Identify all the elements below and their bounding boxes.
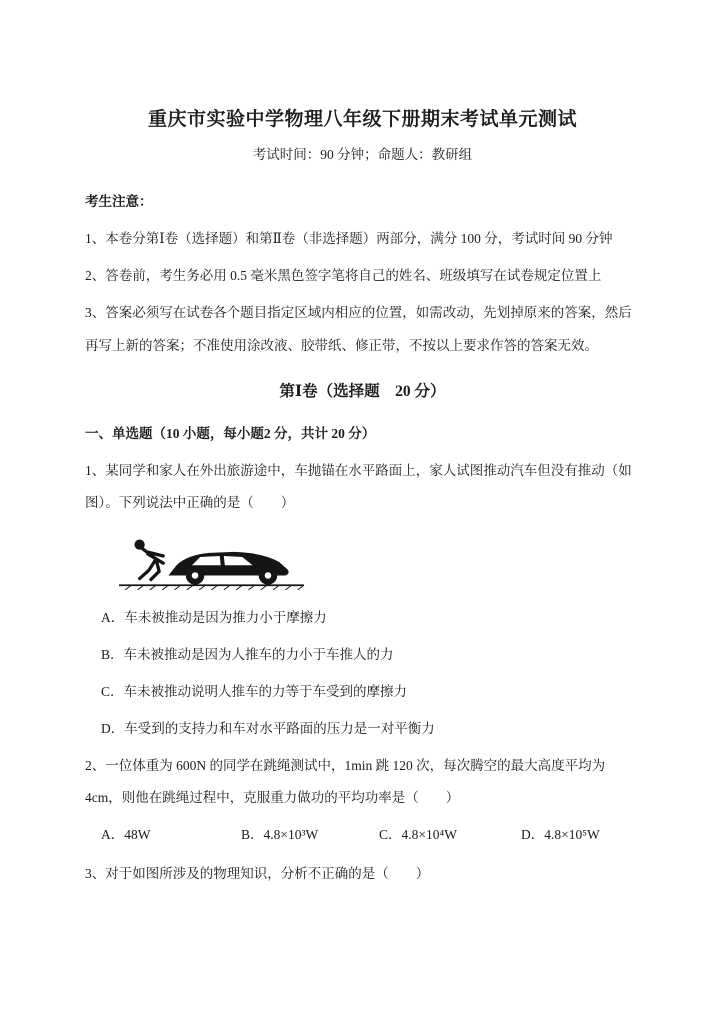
question-1-stem: 1、某同学和家人在外出旅游途中，车抛锚在水平路面上，家人试图推动汽车但没有推动（如图）。下列说法中正确的是（ ） [85,462,632,511]
question-1-option-a: A．车未被推动是因为推力小于摩擦力 [101,609,327,625]
part-heading: 一、单选题（10 小题，每小题2 分，共计 20 分） [85,426,376,442]
question-2-option-d: D．4.8×10⁵W [521,826,600,842]
notice-item-3: 3、答案必须写在试卷各个题目指定区域内相应的位置，如需改动，先划掉原来的答案，然后再写上新的答案；不准使用涂改液、胶带纸、修正带，不按以上要求作答的答案无效。 [85,305,632,353]
question-2-option-b: B．4.8×10³W [241,826,319,842]
question-2-option-c: C．4.8×10⁴W [379,826,457,842]
question-3-stem: 3、对于如图所涉及的物理知识，分析不正确的是（ ） [85,865,430,881]
question-1-figure [117,524,307,594]
question-1-option-c: C．车未被推动说明人推车的力等于车受到的摩擦力 [101,683,408,699]
notice-item-2: 2、答卷前，考生务必用 0.5 毫米黑色签字笔将自己的姓名、班级填写在试卷规定位置上 [85,268,602,284]
question-1-option-d: D．车受到的支持力和车对水平路面的压力是一对平衡力 [101,720,435,736]
question-2-options-row [101,819,640,850]
question-2-option-a: A．48W [101,826,151,842]
section-heading: 第Ⅰ卷（选择题 20 分） [279,383,446,401]
page-title: 重庆市实验中学物理八年级下册期末考试单元测试 [147,109,577,130]
notice-heading: 考生注意： [85,194,153,209]
question-2-stem: 2、一位体重为 600N 的同学在跳绳测试中，1min 跳 120 次，每次腾空的最大高度平均为 4cm，则他在跳绳过程中，克服重力做功的平均功率是（ ） [85,757,606,806]
question-1-option-b: B．车未被推动是因为人推车的力小于车推人的力 [101,646,394,662]
notice-item-1: 1、本卷分第Ⅰ卷（选择题）和第Ⅱ卷（非选择题）两部分，满分 100 分，考试时间 90 分钟 [85,230,613,246]
car-push-illustration [117,524,307,590]
exam-meta: 考试时间：90 分钟；命题人：教研组 [252,147,473,162]
